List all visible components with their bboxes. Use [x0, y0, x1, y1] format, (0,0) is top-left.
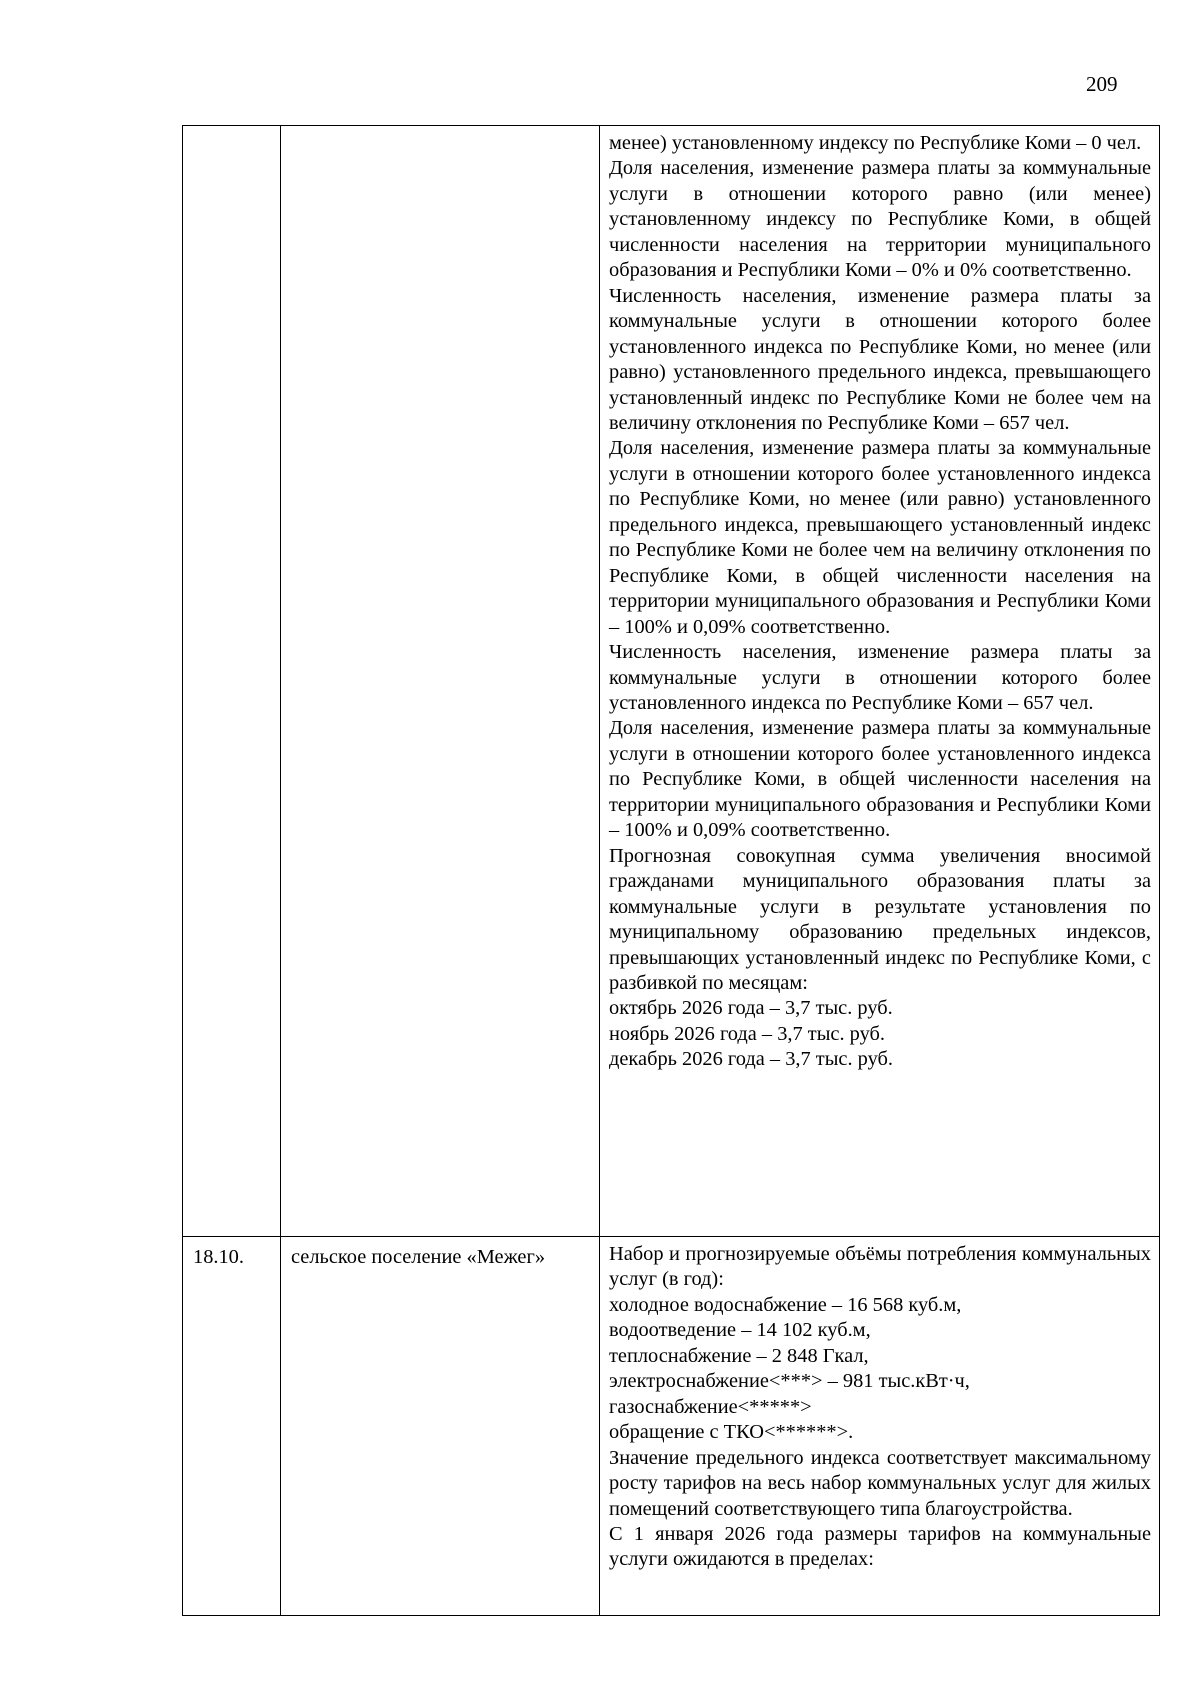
paragraph: Численность населения, изменение размера платы за коммунальные услуги в отношении которого более установленного индекса по Республике Коми – 657 чел.: [609, 641, 1151, 714]
paragraph: Набор и прогнозируемые объёмы потребления коммунальных услуг (в год):: [609, 1243, 1151, 1291]
page-number: 209: [1086, 72, 1118, 96]
paragraph: Доля населения, изменение размера платы за коммунальные услуги в отношении которого более установленного индекса по Республике Коми, в общей численности населения на территории муниципального образования и Республики Коми – 100% и 0,09% соответственно.: [609, 717, 1151, 842]
paragraph: теплоснабжение – 2 848 Гкал,: [609, 1344, 869, 1367]
paragraph: Значение предельного индекса соответствует максимальному росту тарифов на весь набор коммунальных услуг для жилых помещений соответствующего типа благоустройства.: [609, 1446, 1151, 1520]
paragraph: водоотведение – 14 102 куб.м,: [609, 1319, 871, 1342]
paragraph: октябрь 2026 года – 3,7 тыс. руб.: [609, 997, 893, 1020]
paragraph: обращение с ТКО<******>.: [609, 1421, 854, 1444]
paragraph: Численность населения, изменение размера платы за коммунальные услуги в отношении которого более установленного индекса по Республике Коми, но менее (или равно) установленного предельного индекса, превышающего установленный индекс по Республике Коми не более чем на величину отклонения по Республике Коми – 657 чел.: [609, 284, 1151, 434]
paragraph: холодное водоснабжение – 16 568 куб.м,: [609, 1293, 962, 1316]
paragraph: электроснабжение<***> – 981 тыс.кВт·ч,: [609, 1370, 970, 1393]
row-text-cell: [600, 1237, 1160, 1616]
row-text-cell: [600, 126, 1160, 1237]
paragraph: С 1 января 2026 года размеры тарифов на коммунальные услуги ожидаются в пределах:: [609, 1522, 1151, 1571]
row-number-cell: [183, 126, 281, 1237]
paragraph: газоснабжение<*****>: [609, 1395, 812, 1418]
paragraph: ноябрь 2026 года – 3,7 тыс. руб.: [609, 1022, 885, 1045]
table-row: [183, 126, 1160, 1237]
data-table: [182, 125, 1160, 1616]
row-name-cell: [281, 126, 600, 1237]
paragraph: Доля населения, изменение размера платы за коммунальные услуги в отношении которого равно (или менее) установленному индексу по Республике Коми, в общей численности населения на территории муниципального образования и Республики Коми – 0% и 0% соответственно.: [609, 157, 1151, 282]
row-number-cell: 18.10.: [183, 1237, 281, 1616]
paragraph: Прогнозная совокупная сумма увеличения вносимой гражданами муниципального образования платы за коммунальные услуги в результате установления по муниципальному образованию предельных индексов, превышающих установленный индекс по Республике Коми, с разбивкой по месяцам:: [609, 844, 1151, 994]
row-name-cell: сельское поселение «Межег»: [281, 1237, 600, 1616]
table-row: [183, 1237, 1160, 1616]
paragraph: Доля населения, изменение размера платы за коммунальные услуги в отношении которого более установленного индекса по Республике Коми, но менее (или равно) установленного предельного индекса, превышающего установленный индекс по Республике Коми не более чем на величину отклонения по Республике Коми, в общей численности населения на территории муниципального образования и Республики Коми – 100% и 0,09% соответственно.: [609, 437, 1151, 638]
paragraph: декабрь 2026 года – 3,7 тыс. руб.: [609, 1048, 893, 1071]
paragraph: менее) установленному индексу по Республике Коми – 0 чел.: [609, 132, 1142, 154]
